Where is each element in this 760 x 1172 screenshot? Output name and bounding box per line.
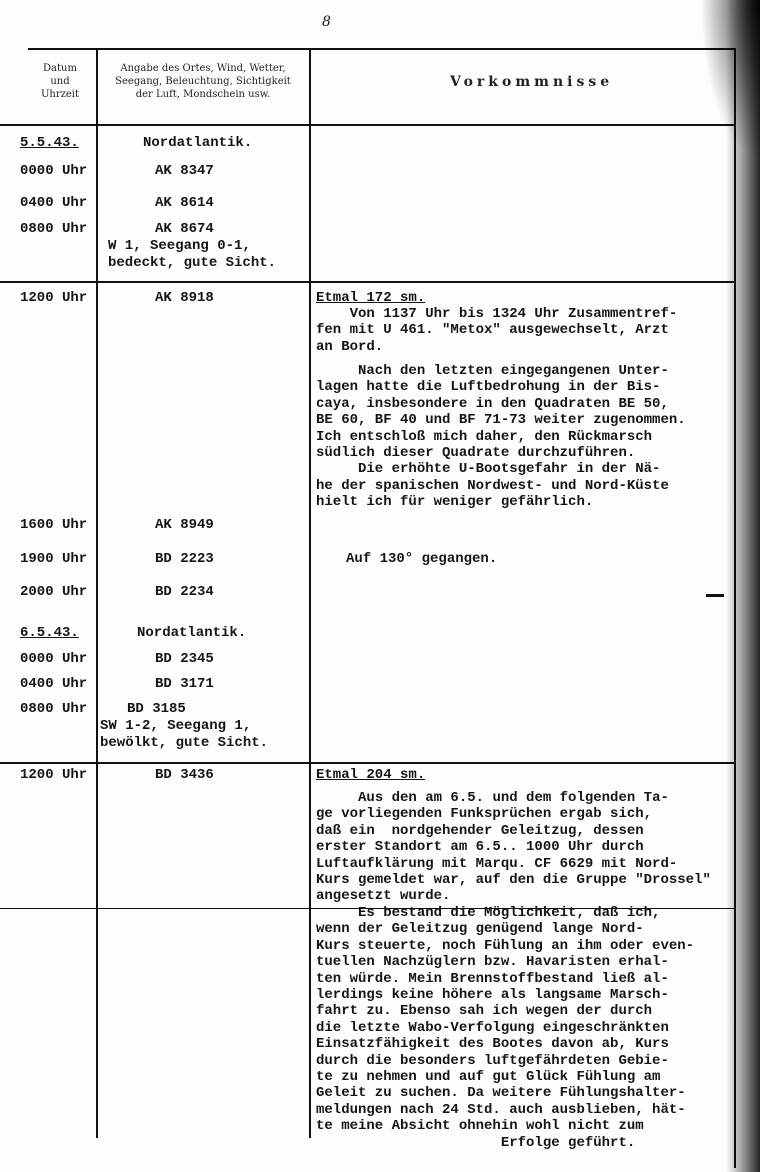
place-entry: AK 8674 bbox=[155, 221, 214, 237]
time-entry: 1200 Uhr bbox=[20, 767, 88, 783]
section-rule-1 bbox=[0, 281, 736, 283]
etmal-heading: Etmal 172 sm. bbox=[316, 290, 426, 306]
header-col-date: Datum und Uhrzeit bbox=[40, 63, 80, 100]
remark-paragraph: Aus den am 6.5. und dem folgenden Ta- ge vorliegenden Funksprüchen ergab sich, daß ein nordgehender Geleitzug, dessen erster Standort am 6.5.. 1000 Uhr durch Luftaufklärung mit Marqu. CF 6629 mit Nord- Kurs gemeldet war, auf den die Gruppe "Drossel" angesetzt wurde. bbox=[316, 790, 711, 905]
remark-paragraph: Es bestand die Möglichkeit, daß ich, wenn der Geleitzug genügend lange Nord- Kurs steuerte, noch Fühlung an ihm oder even- tuellen Nachzüglern bzw. Havaristen erhal- ten würde. Mein Brennstoffbestand ließ al- lerdings keine höhere als langsame Marsch- fahrt zu. Ebenso sah ich wegen der durch die letzte Wabo-Verfolgung eingeschränkten Einsatzfähigkeit des Bootes davon ab, Kurs durch die besonders luftgefährdeten Gebie- te zu nehmen und auf gut Glück Fühlung am Geleit zu suchen. Da weitere Fühlungshalter- meldungen nach 24 Std. auch ausblieben, hät- te meine Absicht ohnehin wohl nicht zum Erfolge geführt. bbox=[316, 905, 695, 1151]
course-change: Auf 130° gegangen. bbox=[346, 551, 498, 567]
scan-shadow bbox=[726, 0, 760, 1172]
place-entry: Nordatlantik. bbox=[143, 135, 253, 151]
time-entry: 0000 Uhr bbox=[20, 651, 88, 667]
page-number: 8 bbox=[322, 14, 331, 30]
col-divider-2 bbox=[309, 48, 311, 1138]
scan-shadow-corner bbox=[700, 0, 760, 160]
time-entry: 1900 Uhr bbox=[20, 551, 88, 567]
time-entry: 1200 Uhr bbox=[20, 290, 88, 306]
top-rule bbox=[28, 48, 734, 50]
time-entry: 0400 Uhr bbox=[20, 195, 88, 211]
header-col-place: Angabe des Ortes, Wind, Wetter, Seegang, Beleuchtung, Sichtigkeit der Luft, Mondschein usw. bbox=[115, 63, 291, 100]
time-entry: 2000 Uhr bbox=[20, 584, 88, 600]
place-entry: BD 3436 bbox=[155, 767, 214, 783]
date-entry: 6.5.43. bbox=[20, 625, 79, 641]
weather-entry: W 1, Seegang 0-1, bedeckt, gute Sicht. bbox=[108, 238, 277, 271]
header-col-remarks: Vorkommnisse bbox=[450, 74, 614, 90]
place-entry: BD 3171 bbox=[155, 676, 214, 692]
place-entry: AK 8949 bbox=[155, 517, 214, 533]
place-entry: AK 8918 bbox=[155, 290, 214, 306]
weather-entry: SW 1-2, Seegang 1, bewölkt, gute Sicht. bbox=[100, 718, 269, 751]
etmal-heading: Etmal 204 sm. bbox=[316, 767, 426, 783]
place-entry: BD 2234 bbox=[155, 584, 214, 600]
place-entry: BD 2345 bbox=[155, 651, 214, 667]
time-entry: 0800 Uhr bbox=[20, 221, 88, 237]
place-entry: BD 2223 bbox=[155, 551, 214, 567]
time-entry: 0800 Uhr bbox=[20, 701, 88, 717]
margin-mark bbox=[706, 594, 724, 597]
date-entry: 5.5.43. bbox=[20, 135, 79, 151]
place-entry: BD 3185 bbox=[127, 701, 186, 717]
remark-paragraph: Von 1137 Uhr bis 1324 Uhr Zusammentref- fen mit U 461. "Metox" ausgewechselt, Arzt an Bord. bbox=[316, 306, 678, 355]
place-entry: AK 8347 bbox=[155, 163, 214, 179]
section-rule-2 bbox=[0, 762, 736, 764]
time-entry: 0000 Uhr bbox=[20, 163, 88, 179]
place-entry: Nordatlantik. bbox=[137, 625, 247, 641]
time-entry: 1600 Uhr bbox=[20, 517, 88, 533]
remark-paragraph: Nach den letzten eingegangenen Unter- lagen hatte die Luftbedrohung in der Bis- caya, insbesondere in den Quadraten BE 50, BE 60, BF 40 und BF 71-73 weiter zugenommen. Ich entschloß mich daher, den Rückmarsch südlich dieser Quadrate durchzuführen. Die erhöhte U-Bootsgefahr in der Nä- he der spanischen Nordwest- und Nord-Küste hielt ich für weniger gefährlich. bbox=[316, 363, 686, 511]
time-entry: 0400 Uhr bbox=[20, 676, 88, 692]
place-entry: AK 8614 bbox=[155, 195, 214, 211]
col-divider-1 bbox=[96, 48, 98, 1138]
header-rule bbox=[0, 124, 736, 126]
